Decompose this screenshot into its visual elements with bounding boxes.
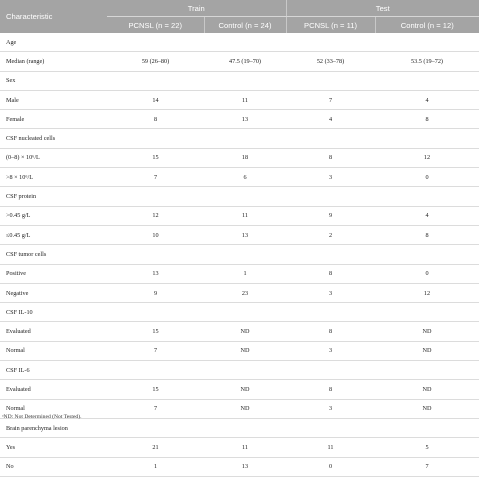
empty-cell bbox=[107, 129, 204, 148]
table-cell: 47.5 (19–70) bbox=[204, 52, 286, 71]
empty-cell bbox=[286, 245, 375, 264]
table-cell: ND bbox=[375, 399, 479, 418]
table-cell: 59 (26–80) bbox=[107, 52, 204, 71]
row-label: Evaluated bbox=[0, 380, 107, 399]
empty-cell bbox=[107, 33, 204, 52]
section-label: Brain parenchyma lesion bbox=[0, 418, 107, 437]
table-cell: 12 bbox=[107, 206, 204, 225]
table-cell: 8 bbox=[375, 110, 479, 129]
empty-cell bbox=[286, 187, 375, 206]
table-cell: ND bbox=[204, 322, 286, 341]
table-cell: 4 bbox=[286, 110, 375, 129]
table-cell: ND bbox=[204, 399, 286, 418]
row-label: (0–8) × 10⁶/L bbox=[0, 148, 107, 167]
section-label: CSF protein bbox=[0, 187, 107, 206]
empty-cell bbox=[204, 245, 286, 264]
empty-cell bbox=[107, 303, 204, 322]
header-test-pcnsl: PCNSL (n = 11) bbox=[286, 17, 375, 34]
table-cell: 7 bbox=[286, 90, 375, 109]
table-cell: 8 bbox=[375, 225, 479, 244]
empty-cell bbox=[107, 418, 204, 437]
row-label: Evaluated bbox=[0, 322, 107, 341]
section-row bbox=[0, 187, 479, 206]
table-cell: 3 bbox=[286, 341, 375, 360]
empty-cell bbox=[375, 129, 479, 148]
table-cell: 8 bbox=[286, 380, 375, 399]
table-row bbox=[0, 264, 479, 283]
section-row bbox=[0, 245, 479, 264]
table-cell: 14 bbox=[107, 90, 204, 109]
table-cell: 11 bbox=[204, 90, 286, 109]
table-body bbox=[0, 33, 479, 476]
table-row bbox=[0, 168, 479, 187]
table-cell: 0 bbox=[375, 168, 479, 187]
table-cell: 8 bbox=[286, 322, 375, 341]
empty-cell bbox=[107, 187, 204, 206]
table-cell: 2 bbox=[286, 225, 375, 244]
section-label: CSF tumor cells bbox=[0, 245, 107, 264]
table-row bbox=[0, 206, 479, 225]
row-label: No bbox=[0, 457, 107, 476]
table-cell: 15 bbox=[107, 148, 204, 167]
table-cell: 3 bbox=[286, 168, 375, 187]
row-label: Normal bbox=[0, 399, 107, 418]
table-cell: 0 bbox=[375, 264, 479, 283]
empty-cell bbox=[107, 361, 204, 380]
section-row bbox=[0, 361, 479, 380]
table-cell: 7 bbox=[107, 168, 204, 187]
empty-cell bbox=[204, 71, 286, 90]
empty-cell bbox=[204, 303, 286, 322]
table-cell: 1 bbox=[204, 264, 286, 283]
table-cell: 1 bbox=[107, 457, 204, 476]
row-label: ≤0.45 g/L bbox=[0, 225, 107, 244]
table-row bbox=[0, 457, 479, 476]
empty-cell bbox=[204, 418, 286, 437]
section-label: CSF IL-6 bbox=[0, 361, 107, 380]
table-cell: 15 bbox=[107, 322, 204, 341]
table-cell: ND bbox=[375, 341, 479, 360]
row-label: Negative bbox=[0, 283, 107, 302]
header-train: Train bbox=[107, 0, 286, 17]
header-test: Test bbox=[286, 0, 479, 17]
empty-cell bbox=[286, 303, 375, 322]
table-cell: 9 bbox=[107, 283, 204, 302]
row-label: Normal bbox=[0, 341, 107, 360]
empty-cell bbox=[204, 361, 286, 380]
table-cell: 4 bbox=[375, 206, 479, 225]
table-cell: 8 bbox=[286, 148, 375, 167]
table-row bbox=[0, 90, 479, 109]
empty-cell bbox=[204, 187, 286, 206]
table-cell: 11 bbox=[204, 438, 286, 457]
table-cell: 7 bbox=[107, 399, 204, 418]
empty-cell bbox=[375, 71, 479, 90]
section-row bbox=[0, 303, 479, 322]
section-label: CSF IL-10 bbox=[0, 303, 107, 322]
table-cell: 13 bbox=[204, 457, 286, 476]
empty-cell bbox=[286, 418, 375, 437]
table-cell: 7 bbox=[107, 341, 204, 360]
header-test-control: Control (n = 12) bbox=[375, 17, 479, 34]
table-cell: 4 bbox=[375, 90, 479, 109]
row-label: Male bbox=[0, 90, 107, 109]
row-label: Median (range) bbox=[0, 52, 107, 71]
table-row bbox=[0, 52, 479, 71]
table-cell: 53.5 (19–72) bbox=[375, 52, 479, 71]
empty-cell bbox=[375, 187, 479, 206]
table-row bbox=[0, 322, 479, 341]
table-cell: 13 bbox=[107, 264, 204, 283]
section-row bbox=[0, 418, 479, 437]
header-train-pcnsl: PCNSL (n = 22) bbox=[107, 17, 204, 34]
header-train-control: Control (n = 24) bbox=[204, 17, 286, 34]
empty-cell bbox=[107, 71, 204, 90]
section-row bbox=[0, 33, 479, 52]
row-label: >0.45 g/L bbox=[0, 206, 107, 225]
table-cell: 8 bbox=[107, 110, 204, 129]
empty-cell bbox=[375, 303, 479, 322]
empty-cell bbox=[286, 361, 375, 380]
row-label: Positive bbox=[0, 264, 107, 283]
table-cell: 6 bbox=[204, 168, 286, 187]
table-cell: ND bbox=[375, 380, 479, 399]
table-cell: 7 bbox=[375, 457, 479, 476]
table-row bbox=[0, 283, 479, 302]
table-cell: 3 bbox=[286, 399, 375, 418]
table-cell: 15 bbox=[107, 380, 204, 399]
table-cell: 12 bbox=[375, 283, 479, 302]
section-label: Sex bbox=[0, 71, 107, 90]
table-cell: 11 bbox=[204, 206, 286, 225]
section-row bbox=[0, 129, 479, 148]
table-header bbox=[0, 0, 479, 33]
section-row bbox=[0, 71, 479, 90]
table-cell: 13 bbox=[204, 110, 286, 129]
table-row bbox=[0, 380, 479, 399]
table-cell: 52 (33–78) bbox=[286, 52, 375, 71]
table-cell: 8 bbox=[286, 264, 375, 283]
empty-cell bbox=[204, 33, 286, 52]
section-label: CSF nucleated cells bbox=[0, 129, 107, 148]
table-row bbox=[0, 148, 479, 167]
table-cell: 21 bbox=[107, 438, 204, 457]
empty-cell bbox=[375, 418, 479, 437]
table-row bbox=[0, 341, 479, 360]
empty-cell bbox=[286, 129, 375, 148]
table-cell: 0 bbox=[286, 457, 375, 476]
table-cell: ND bbox=[375, 322, 479, 341]
table-row bbox=[0, 438, 479, 457]
table-row bbox=[0, 225, 479, 244]
table-cell: ND bbox=[204, 341, 286, 360]
table-cell: 13 bbox=[204, 225, 286, 244]
table-cell: 23 bbox=[204, 283, 286, 302]
row-label: Yes bbox=[0, 438, 107, 457]
section-label: Age bbox=[0, 33, 107, 52]
empty-cell bbox=[375, 245, 479, 264]
empty-cell bbox=[375, 33, 479, 52]
row-label: Female bbox=[0, 110, 107, 129]
table-row bbox=[0, 110, 479, 129]
table-cell: 5 bbox=[375, 438, 479, 457]
empty-cell bbox=[375, 361, 479, 380]
empty-cell bbox=[286, 71, 375, 90]
empty-cell bbox=[204, 129, 286, 148]
row-label: >8 × 10⁶/L bbox=[0, 168, 107, 187]
table-cell: 18 bbox=[204, 148, 286, 167]
table-footnote: ᵃND: Not Determined (Not Tested). bbox=[2, 414, 82, 420]
header-characteristic: Characteristic bbox=[0, 0, 107, 33]
table-cell: ND bbox=[204, 380, 286, 399]
table-cell: 12 bbox=[375, 148, 479, 167]
table-cell: 9 bbox=[286, 206, 375, 225]
table-cell: 10 bbox=[107, 225, 204, 244]
empty-cell bbox=[107, 245, 204, 264]
empty-cell bbox=[286, 33, 375, 52]
table-cell: 3 bbox=[286, 283, 375, 302]
table-cell: 11 bbox=[286, 438, 375, 457]
